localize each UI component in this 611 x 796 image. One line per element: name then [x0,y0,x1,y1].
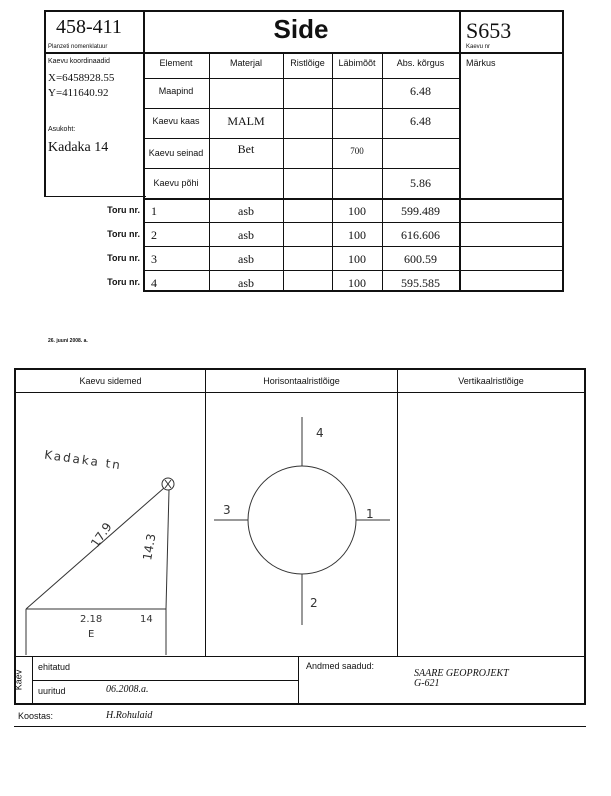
well-number: S653 [466,18,512,43]
row-material: MALM [227,114,265,128]
pipe-label: Toru nr. [107,253,140,263]
row-element: Kaevu kaas [152,116,200,126]
coord-y: Y=411640.92 [48,87,109,99]
col-notes: Märkus [466,58,496,68]
pipe-1-marker: 1 [366,507,374,521]
location-value: Kadaka 14 [48,140,109,155]
row-element: Kaevu seinad [148,148,204,158]
built-label: ehitatud [38,662,71,672]
coord-x: X=6458928.55 [48,72,115,84]
diagonal-distance: 17.9 [87,520,115,550]
pipe-diameter: 100 [348,228,366,242]
street-label: Kadaka tn [43,447,123,473]
horizontal-section-drawing [206,393,397,656]
data-source-label: Andmed saadud: [306,661,375,671]
pipe-height: 595.585 [401,276,440,290]
compiler-name: H.Rohulaid [106,710,153,721]
section-vertical-title: Vertikaalristlõige [458,376,524,386]
company-name: SAARE GEOPROJEKT [414,668,509,679]
sheet-number: 458-411 [56,16,122,38]
kaev-label: Kaev [13,669,24,691]
col-element: Element [159,58,193,68]
row-height: 6.48 [410,114,431,128]
pipe-4-marker: 4 [316,426,324,440]
pipe-label: Toru nr. [107,277,140,287]
row-height: 5.86 [410,176,431,190]
base-mark: E [88,629,95,640]
location-label: Asukoht: [48,126,76,133]
base-distance: 2.18 [80,614,103,625]
col-height: Abs. kõrgus [396,58,445,68]
pipe-material: asb [238,204,254,218]
sheet-label: Planzeti nomenklatuur [48,44,108,50]
pipe-2-marker: 2 [310,596,318,610]
pipe-number: 3 [151,252,157,266]
well-number-label: Kaevu nr [466,44,491,50]
pipe-label: Toru nr. [107,229,140,239]
col-material: Materjal [229,58,262,68]
page-title: Side [273,14,329,44]
pipe-number: 4 [151,276,157,290]
section-links-title: Kaevu sidemed [79,376,142,386]
surveyed-label: uuritud [38,686,66,696]
pipe-3-marker: 3 [223,503,231,517]
pipe-material: asb [238,276,254,290]
coords-label: Kaevu koordinaadid [48,58,110,65]
pipe-material: asb [238,228,254,242]
pipe-height: 600.59 [404,252,437,266]
row-element: Kaevu põhi [153,178,199,188]
section-horizontal-title: Horisontaalristlõige [263,376,340,386]
row-element: Maapind [158,86,194,96]
row-diameter: 700 [350,146,364,156]
pipe-diameter: 100 [348,276,366,290]
company-code: G-621 [414,678,440,689]
col-diameter: Läbimõõt [338,58,376,68]
base-end-label: 14 [140,614,153,625]
row-material: Bet [237,142,255,156]
date-note: 26. juuni 2008. a. [48,338,88,344]
pipe-label: Toru nr. [107,205,140,215]
pipe-diameter: 100 [348,204,366,218]
pipe-diameter: 100 [348,252,366,266]
pipe-height: 599.489 [401,204,440,218]
pipe-number: 1 [151,204,157,218]
compiled-label: Koostas: [18,711,54,721]
col-section: Ristlõige [290,58,325,68]
pipe-material: asb [238,252,254,266]
vertical-distance: 14.3 [140,532,159,562]
pipe-number: 2 [151,228,157,242]
pipe-height: 616.606 [401,228,440,242]
surveyed-date: 06.2008.a. [106,684,149,695]
row-height: 6.48 [410,84,431,98]
